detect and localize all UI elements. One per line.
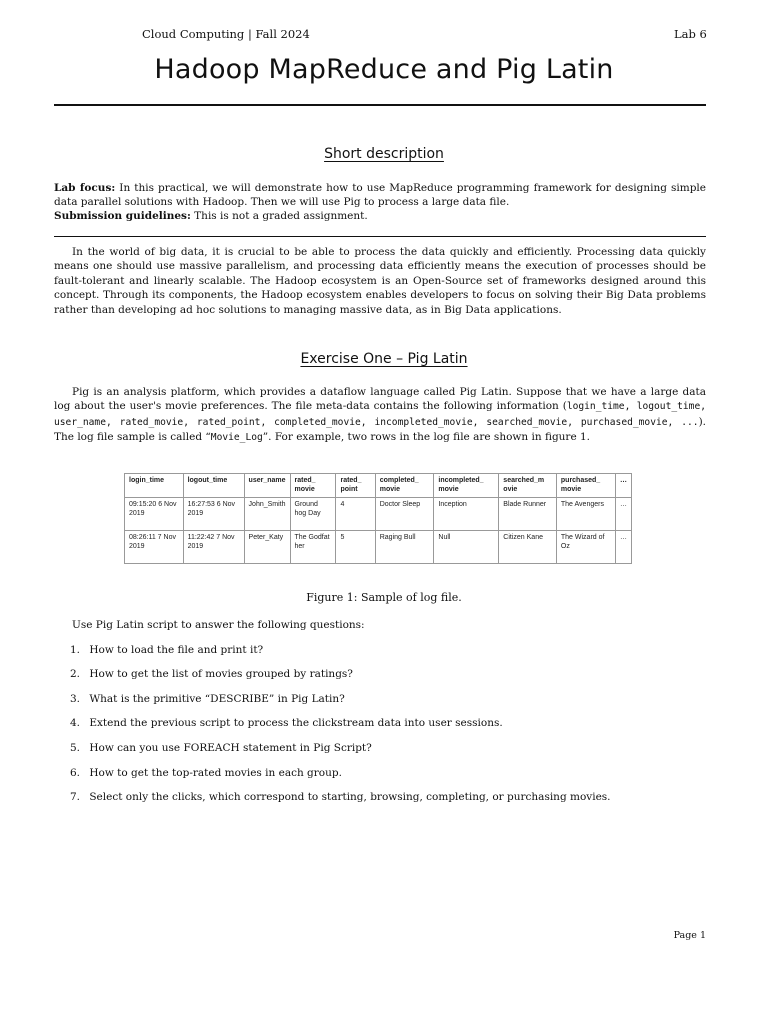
table-cell: John_Smith — [244, 498, 290, 531]
col-rated-movie: rated_ movie — [290, 474, 336, 498]
short-description-heading: Short description — [324, 146, 444, 162]
page-title: Hadoop MapReduce and Pig Latin — [154, 54, 614, 85]
table-cell: 09:15:20 6 Nov 2019 — [125, 498, 184, 531]
list-item: 7. Select only the clicks, which correspond to starting, browsing, completing, or purchasing movies. — [70, 791, 611, 804]
list-item: 2. How to get the list of movies grouped by ratings? — [70, 668, 353, 681]
table-cell: 16:27:53 6 Nov 2019 — [183, 498, 244, 531]
log-fields: login_time, logout_time, user_name, rated_movie, rated_point, completed_movie, incompleted_movie, searched_movie, purchased_movie, ... — [54, 401, 707, 428]
description-divider — [54, 236, 706, 237]
lab-focus: Lab focus: In this practical, we will demonstrate how to use MapReduce programming framework for designing simple data parallel solutions with Hadoop. Then we will use Pig to process a large data file. — [54, 182, 706, 209]
table-cell: Raging Bull — [375, 531, 434, 564]
table-cell: The Wizard of Oz — [556, 531, 615, 564]
course-header: Cloud Computing | Fall 2024 — [142, 27, 310, 41]
table-row — [125, 498, 632, 531]
table-cell: Doctor Sleep — [375, 498, 434, 531]
table-cell: 11:22:42 7 Nov 2019 — [183, 531, 244, 564]
table-cell: Ground hog Day — [290, 498, 336, 531]
figure-caption: Figure 1: Sample of log file. — [306, 591, 462, 604]
exercise-paragraph: Pig is an analysis platform, which provides a dataflow language called Pig Latin. Suppose that we have a large data log about the user's movie preferences. The file meta-data contains the following information (login_time, logout_time, user_name, rated_movie, rated_point, completed_movie, incompleted_movie, searched_movie, purchased_movie, ...). The log file sample is called “Movie_Log”. For example, two rows in the log file are shown in figure 1. — [54, 386, 707, 444]
list-item: 4. Extend the previous script to process the clickstream data into user sessions. — [70, 717, 503, 730]
table-cell: Null — [434, 531, 499, 564]
table-row — [125, 531, 632, 564]
submission-guidelines: Submission guidelines: This is not a graded assignment. — [54, 210, 368, 222]
list-item: 1. How to load the file and print it? — [70, 643, 264, 656]
list-item: 3. What is the primitive “DESCRIBE” in Pig Latin? — [70, 692, 345, 705]
list-item: 5. How can you use FOREACH statement in Pig Script? — [70, 741, 372, 754]
col-completed-movie: completed_ movie — [375, 474, 434, 498]
questions-list — [54, 618, 714, 815]
table-cell: … — [615, 531, 631, 564]
intro-paragraph: In the world of big data, it is crucial to be able to process the data quickly and efficiently. Processing data quickly means one should use massive parallelism, and processing data efficiently means the execution of processes should be fault-tolerant and linearly scalable. The Hadoop ecosystem is an Open-Source set of frameworks designed around this concept. Through its components, the Hadoop ecosystem enables developers to focus on solving their Big Data problems rather than developing ad hoc solutions to managing massive data, as in Big Data applications. — [54, 246, 706, 316]
col-rated-point: rated_ point — [336, 474, 375, 498]
log-sample-table — [124, 473, 632, 564]
table-header-row — [125, 474, 632, 498]
table-cell: 08:26:11 7 Nov 2019 — [125, 531, 184, 564]
list-item: 6. How to get the top-rated movies in each group. — [70, 766, 342, 779]
col-more: … — [615, 474, 631, 498]
table-cell: … — [615, 498, 631, 531]
col-logout-time: logout_time — [183, 474, 244, 498]
page-number: Page 1 — [673, 930, 706, 941]
questions-intro: Use Pig Latin script to answer the following questions: — [72, 619, 365, 631]
col-searched-movie: searched_m ovie — [499, 474, 557, 498]
col-login-time: login_time — [125, 474, 184, 498]
table-cell: The Avengers — [556, 498, 615, 531]
table-cell: The Godfat her — [290, 531, 336, 564]
col-user-name: user_name — [244, 474, 290, 498]
table-cell: 5 — [336, 531, 375, 564]
lab-number: Lab 6 — [674, 27, 707, 41]
table-cell: 4 — [336, 498, 375, 531]
col-purchased-movie: purchased_ movie — [556, 474, 615, 498]
exercise-heading: Exercise One – Pig Latin — [300, 351, 468, 367]
table-cell: Citizen Kane — [499, 531, 557, 564]
table-cell: Inception — [434, 498, 499, 531]
title-divider — [54, 104, 706, 106]
log-file-name: Movie_Log — [210, 432, 263, 444]
table-cell: Peter_Katy — [244, 531, 290, 564]
table-cell: Blade Runner — [499, 498, 557, 531]
col-incompleted-movie: incompleted_ movie — [434, 474, 499, 498]
